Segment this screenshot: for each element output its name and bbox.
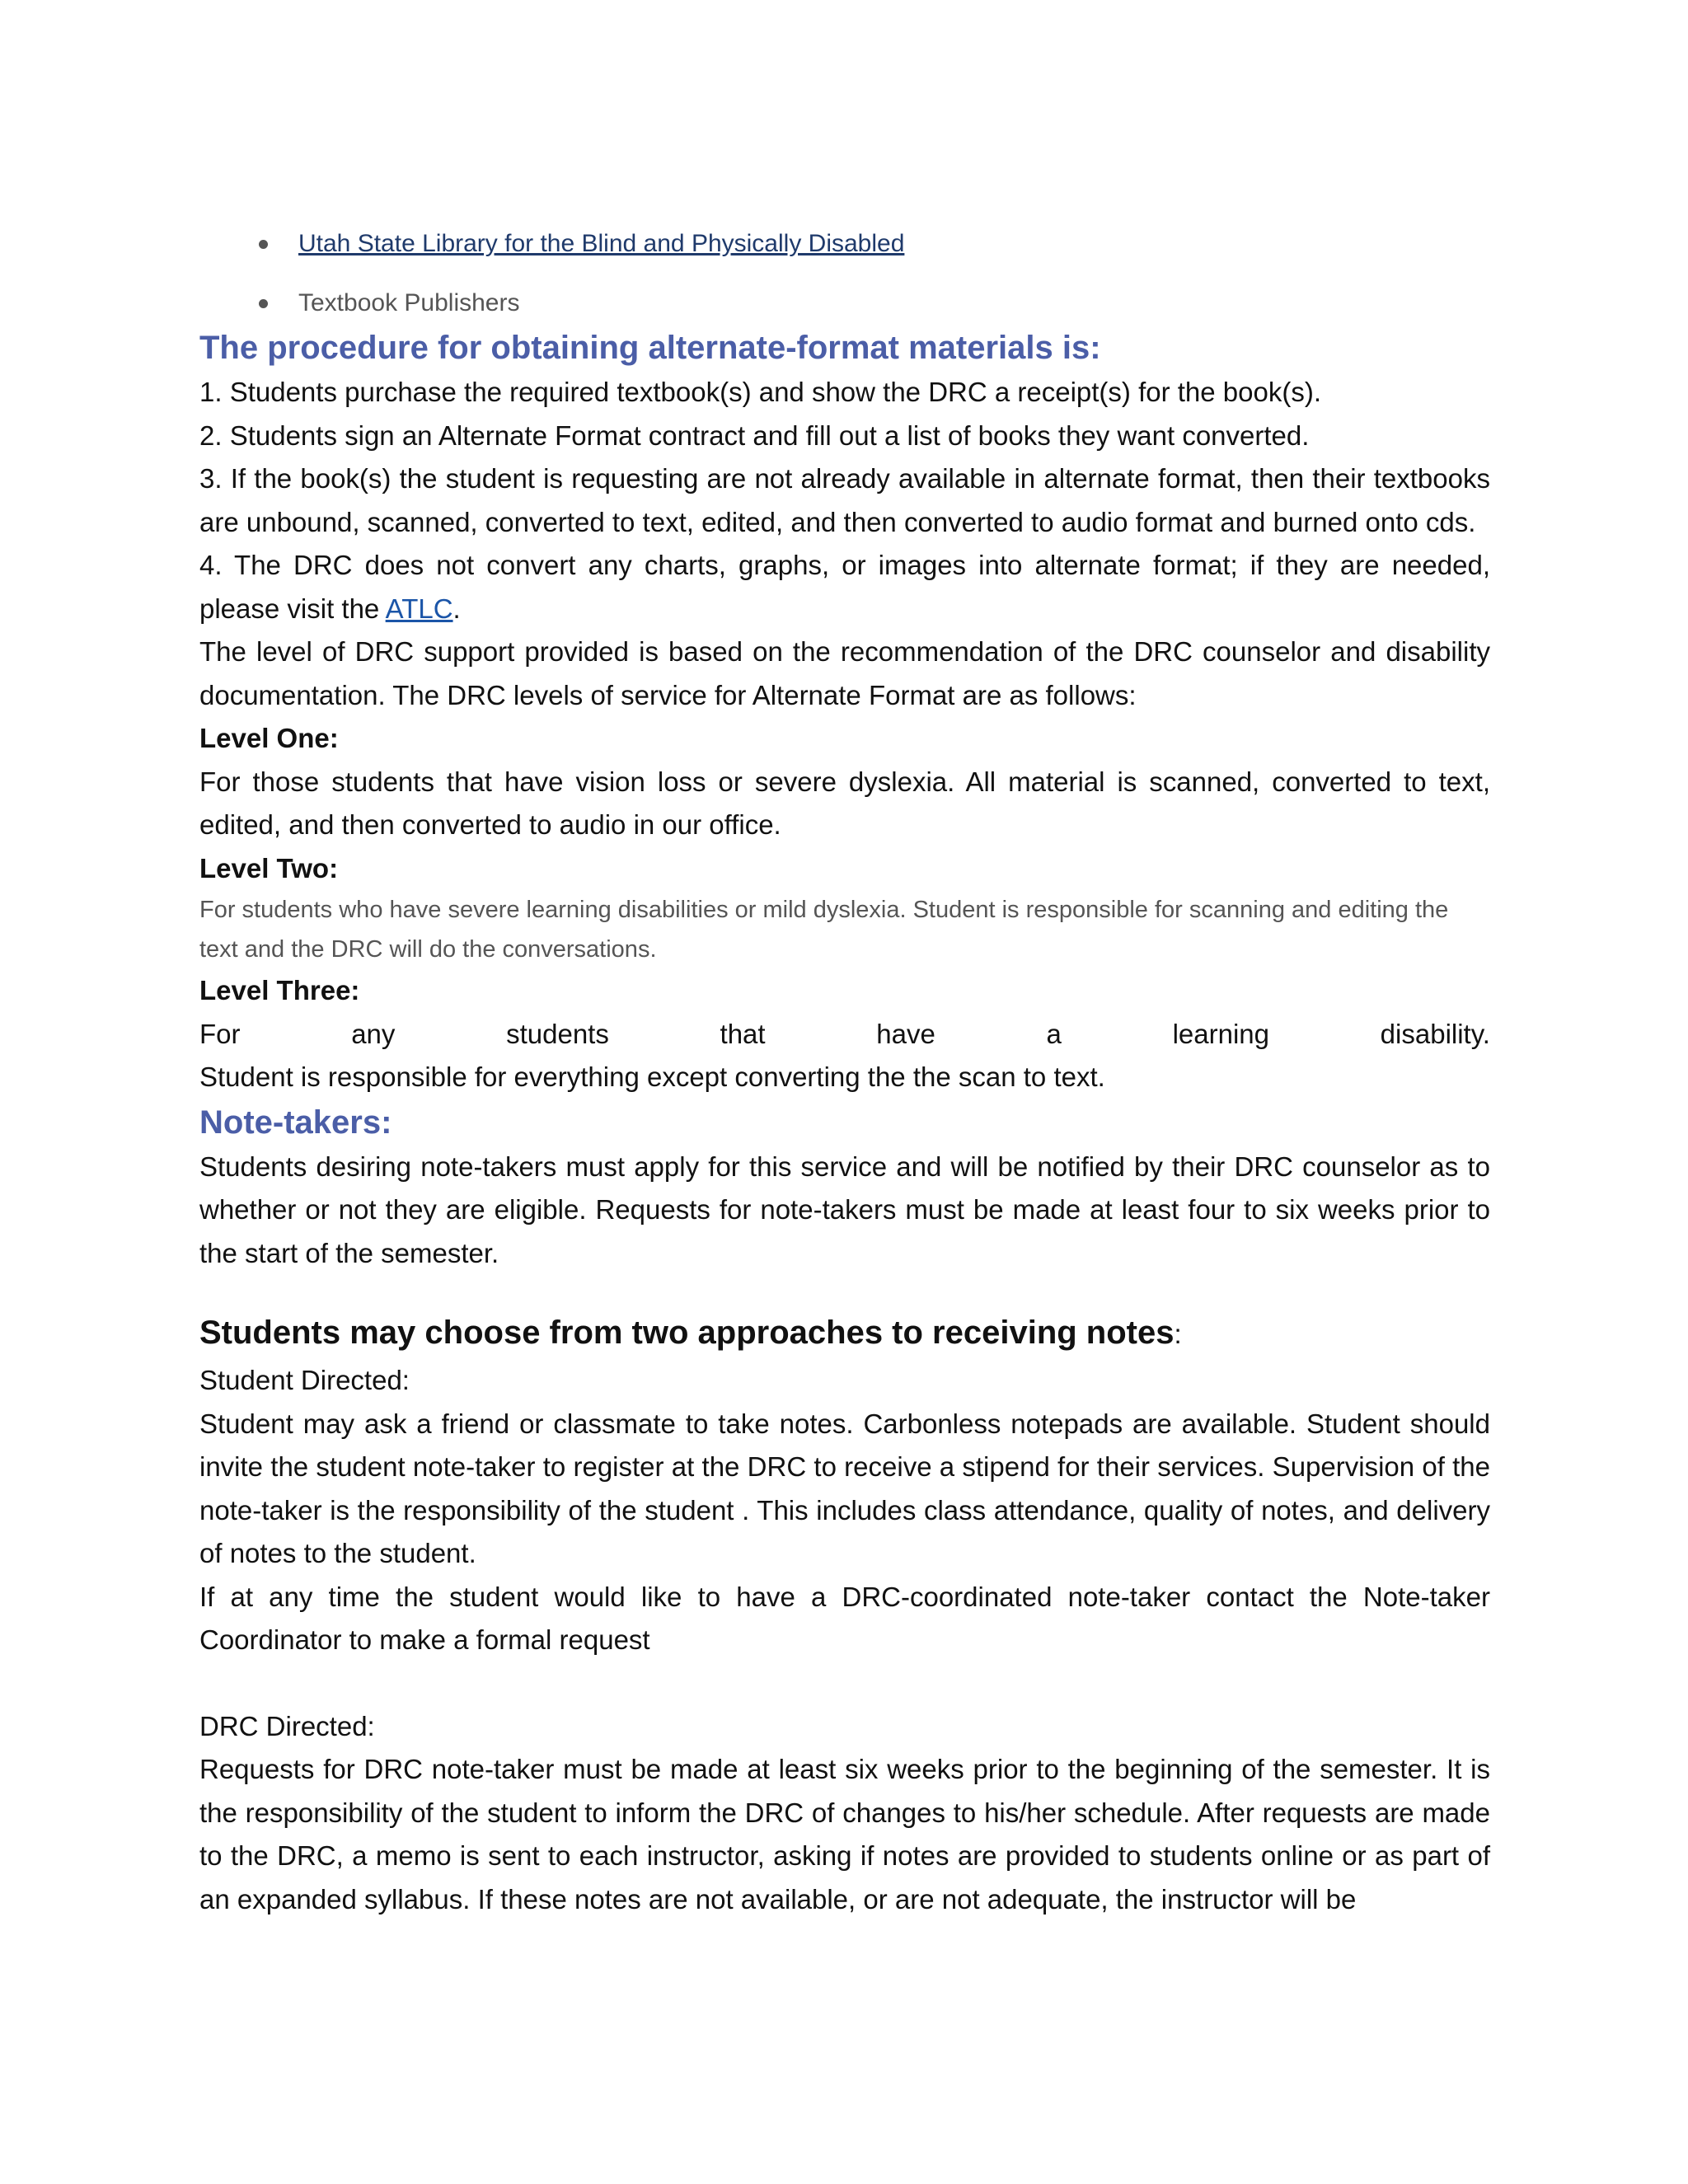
level-two-heading: Level Two:: [199, 852, 339, 883]
note-takers-heading: Note-takers:: [199, 1104, 392, 1141]
procedure-step-4-text: 4. The DRC does not convert any charts, graphs, or images into alternate format; if they are needed, please visit the: [199, 550, 1490, 624]
procedure-step-2: 2. Students sign an Alternate Format contract and fill out a list of books they want converted.: [199, 419, 1310, 451]
word: have: [876, 1018, 935, 1049]
word: any: [351, 1018, 396, 1049]
bullet-icon: [259, 299, 268, 308]
bullet-icon: [259, 240, 268, 249]
approaches-heading-colon: :: [1174, 1319, 1182, 1349]
student-directed-label: Student Directed:: [199, 1365, 410, 1395]
procedure-heading: The procedure for obtaining alternate-format materials is:: [199, 330, 1101, 366]
approaches-heading-text: Students may choose from two approaches to receiving notes: [199, 1315, 1175, 1351]
utah-state-library-link[interactable]: Utah State Library for the Blind and Physically Disabled: [298, 230, 905, 257]
word: that: [720, 1018, 766, 1049]
level-one-text: For those students that have vision loss or severe dyslexia. All material is scanned, converted to text, edited, and then converted to audio in our office.: [199, 766, 1490, 840]
atlc-link[interactable]: ATLC: [385, 593, 453, 624]
student-directed-text: Student may ask a friend or classmate to take notes. Carbonless notepads are available. Student should invite the student note-taker to register at the DRC to receive a stipend for their services. Supervision of the note-taker is the responsibility of the student . This includes class attendance, quality of notes, and delivery of notes to the student.: [199, 1408, 1490, 1568]
coordinator-request-text: If at any time the student would like to have a DRC-coordinated note-taker contact the Note-taker Coordinator to make a formal request: [199, 1581, 1490, 1655]
level-three-line-1: [199, 1013, 1490, 1057]
level-three-heading: Level Three:: [199, 975, 360, 1005]
word: a: [1046, 1018, 1062, 1049]
procedure-step-1: 1. Students purchase the required textbook(s) and show the DRC a receipt(s) for the book(s).: [199, 377, 1322, 407]
level-two-text: For students who have severe learning disabilities or mild dyslexia. Student is responsible for scanning and editing the text and the DRC will do the conversations.: [199, 897, 1449, 963]
list-item: [199, 223, 1490, 265]
word: learning: [1172, 1018, 1269, 1049]
word: disability.: [1380, 1018, 1490, 1049]
approaches-heading: [199, 1308, 1490, 1359]
drc-directed-label: DRC Directed:: [199, 1710, 375, 1741]
paragraph-gap: [199, 1662, 1490, 1705]
word: For: [199, 1018, 241, 1049]
document-page: [199, 223, 1490, 1921]
drc-directed-text: Requests for DRC note-taker must be made at least six weeks prior to the beginning of the semester. It is the responsibility of the student to inform the DRC of changes to his/her schedule. After requests are made to the DRC, a memo is sent to each instructor, asking if notes are provided to students online or as part of an expanded syllabus. If these notes are not available, or are not adequate, the instructor will be: [199, 1754, 1490, 1915]
procedure-step-3: 3. If the book(s) the student is requesting are not already available in alternate format, then their textbooks are unbound, scanned, converted to text, edited, and then converted to audio format and burned onto cds.: [199, 463, 1490, 537]
resource-list: [199, 223, 1490, 325]
textbook-publishers-text: Textbook Publishers: [298, 289, 520, 316]
level-one-heading: Level One:: [199, 723, 339, 753]
word: students: [506, 1018, 609, 1049]
level-three-line-2: Student is responsible for everything except converting the the scan to text.: [199, 1062, 1105, 1092]
list-item: [199, 282, 1490, 325]
procedure-step-4-period: .: [452, 593, 461, 624]
note-takers-text: Students desiring note-takers must apply for this service and will be notified by their DRC counselor as to whether or not they are eligible. Requests for note-takers must be made at least four to six weeks prior to the start of the semester.: [199, 1151, 1490, 1268]
procedure-step-4: [199, 544, 1490, 630]
levels-intro: The level of DRC support provided is based on the recommendation of the DRC counselor and disability documentation. The DRC levels of service for Alternate Format are as follows:: [199, 636, 1490, 710]
